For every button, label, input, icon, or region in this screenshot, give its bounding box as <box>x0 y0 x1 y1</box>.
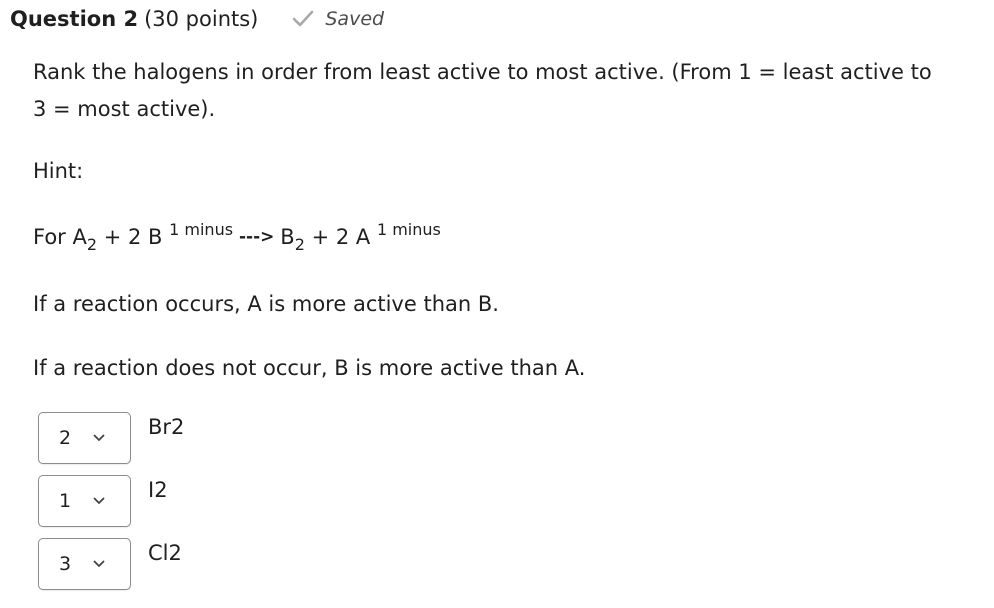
rank-select-value: 1 <box>59 490 72 512</box>
equation-prefix: For A <box>33 225 87 249</box>
instruction-line-2: 3 = most active). <box>33 97 216 121</box>
instruction-line-1: Rank the halogens in order from least active to most active. (From 1 = least active to <box>33 60 932 84</box>
rank-select[interactable] <box>38 475 131 527</box>
halogen-label: I2 <box>148 478 168 502</box>
equation-subscript: 2 <box>294 235 305 254</box>
rank-select-value: 3 <box>59 553 72 575</box>
ranking-row <box>38 538 182 592</box>
halogen-label: Br2 <box>148 415 185 439</box>
ranking-row <box>38 412 184 466</box>
reaction-equation <box>33 219 441 257</box>
chevron-down-icon <box>93 560 105 568</box>
question-title: Question 2 <box>10 7 139 31</box>
hint-label: Hint: <box>33 159 84 183</box>
rank-select[interactable] <box>38 538 131 590</box>
ranking-row <box>38 475 168 529</box>
equation-arrow: ---> <box>233 227 281 247</box>
rule-no-reaction: If a reaction does not occur, B is more active than A. <box>33 356 586 380</box>
equation-superscript: 1 minus <box>169 220 234 239</box>
saved-status <box>292 8 384 30</box>
saved-label: Saved <box>325 8 385 30</box>
question-header <box>10 4 384 34</box>
equation-superscript: 1 minus <box>376 220 441 239</box>
equation-subscript: 2 <box>86 235 98 254</box>
equation-part: + 2 B <box>97 225 170 249</box>
equation-part: B <box>280 225 295 249</box>
check-icon <box>292 10 314 28</box>
chevron-down-icon <box>93 434 105 442</box>
chevron-down-icon <box>93 497 105 505</box>
rank-select[interactable] <box>38 412 131 464</box>
rule-reaction: If a reaction occurs, A is more active than B. <box>33 292 499 316</box>
question-points: (30 points) <box>144 7 259 31</box>
equation-part: + 2 A <box>304 225 377 249</box>
halogen-label: Cl2 <box>148 541 182 565</box>
rank-select-value: 2 <box>59 427 72 449</box>
